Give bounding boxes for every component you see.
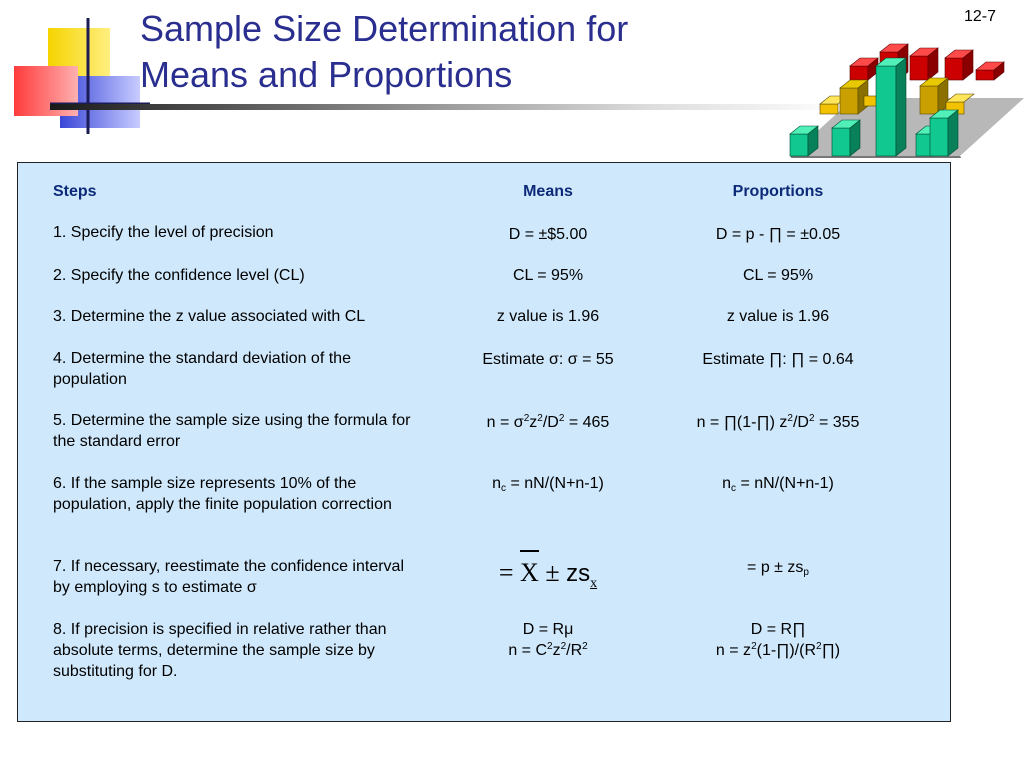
- step-5: 5. Determine the sample size using the formula for the standard error: [53, 412, 411, 450]
- proportions-4: Estimate ∏: ∏ = 0.64: [702, 351, 854, 368]
- means-5: $n = \sigma^2z^2/D^2 = 465$: [486, 413, 610, 431]
- step-2: 2. Specify the confidence level (CL): [53, 267, 305, 284]
- title-line-2: Means and Proportions: [140, 54, 513, 95]
- header-proportions: Proportions: [732, 183, 824, 200]
- proportions-3: z value is 1.96: [726, 308, 830, 325]
- proportions-6: $n_c = nN/(N+n-1)$: [722, 475, 834, 494]
- proportions-1: D = p - ∏ = ±0.05: [715, 226, 841, 243]
- step-3: 3. Determine the z value associated with CL: [53, 308, 366, 325]
- means-4: Estimate σ: σ = 55: [482, 351, 614, 368]
- means-6: $n_c = nN/(N+n-1)$: [492, 475, 604, 494]
- header-steps: Steps: [53, 183, 97, 200]
- step-4: 4. Determine the standard deviation of the population: [53, 350, 351, 388]
- header-means: Means: [523, 183, 573, 200]
- step-1: 1. Specify the level of precision: [53, 224, 274, 241]
- means-1: D = ±$5.00: [508, 226, 588, 243]
- header-divider: [50, 104, 850, 110]
- slide-number: 12-7: [963, 8, 996, 25]
- proportions-2: CL = 95%: [742, 267, 814, 284]
- proportions-8: D = R∏ $n = z^2(1-\prod)/(R^2\prod)$: [715, 621, 841, 659]
- title-line-1: Sample Size Determination for: [140, 8, 629, 49]
- page-title: [140, 6, 760, 98]
- proportions-5: n = ∏(1-∏) $z^2/D^2 = 355$: [696, 413, 860, 431]
- sample-size-table: [17, 162, 951, 722]
- step-7: 7. If necessary, reestimate the confidence interval by employing s to estimate σ: [53, 558, 404, 596]
- 3d-bar-chart-graphic: [780, 38, 1024, 158]
- step-8: 8. If precision is specified in relative rather than absolute terms, determine the sample size by substituting for D.: [53, 621, 387, 680]
- step-6: 6. If the sample size represents 10% of the population, apply the finite population correction: [53, 475, 392, 513]
- means-2: CL = 95%: [512, 267, 584, 284]
- proportions-7: = $p \pm zs_p$: [747, 559, 809, 578]
- logo-squares-graphic: [0, 0, 150, 140]
- means-3: z value is 1.96: [496, 308, 600, 325]
- means-8: D = Rμ $n = C^2z^2/R^2$: [508, 621, 588, 659]
- means-7: = $X \pm zs_x$: [498, 558, 598, 591]
